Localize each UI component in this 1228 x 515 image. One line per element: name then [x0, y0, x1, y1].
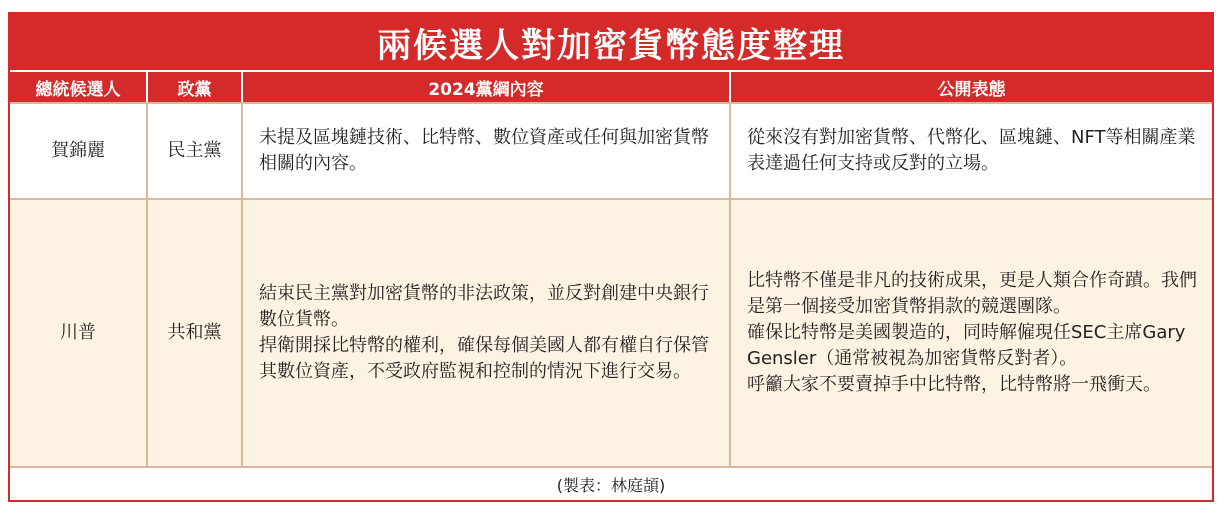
party-name: 共和黨: [148, 200, 243, 466]
candidate-name: 川普: [10, 200, 148, 466]
platform-paragraph: 捍衛開採比特幣的權利，確保每個美國人都有權自行保管其數位資產，不受政府監視和控制的情況下進行交易。: [259, 335, 709, 382]
header-party: 政黨: [148, 72, 243, 102]
statements-cell: [731, 200, 1212, 466]
statements-cell: [731, 104, 1212, 198]
header-statements: 公開表態: [937, 79, 1006, 100]
header-platform: 2024黨綱內容: [243, 72, 731, 102]
table-row: [10, 102, 1212, 198]
statement-paragraph: 確保比特幣是美國製造的，同時解僱現任SEC主席Gary Gensler（通常被視為加密貨幣反對者）。: [747, 322, 1186, 369]
table-credit: (製表：林庭頡): [10, 466, 1212, 500]
table-row: [10, 198, 1212, 466]
header-candidate: 總統候選人: [10, 72, 148, 102]
party-name: 民主黨: [148, 104, 243, 198]
page-title: 兩候選人對加密貨幣態度整理: [10, 14, 1212, 70]
statement-paragraph: 比特幣不僅是非凡的技術成果，更是人類合作奇蹟。我們是第一個接受加密貨幣捐款的競選團隊。: [747, 270, 1197, 317]
comparison-table: [8, 12, 1214, 502]
platform-cell: [243, 200, 731, 466]
table-header: [10, 72, 1212, 102]
platform-paragraph: 結束民主黨對加密貨幣的非法政策，並反對創建中央銀行數位貨幣。: [259, 283, 709, 330]
platform-paragraph: 未提及區塊鏈技術、比特幣、數位資產或任何與加密貨幣相關的內容。: [259, 127, 709, 174]
statement-paragraph: 呼籲大家不要賣掉手中比特幣，比特幣將一飛衝天。: [747, 374, 1161, 395]
statement-paragraph: 從來沒有對加密貨幣、代幣化、區塊鏈、NFT等相關產業表達過任何支持或反對的立場。: [747, 127, 1196, 174]
platform-cell: [243, 104, 731, 198]
candidate-name: 賀錦麗: [10, 104, 148, 198]
